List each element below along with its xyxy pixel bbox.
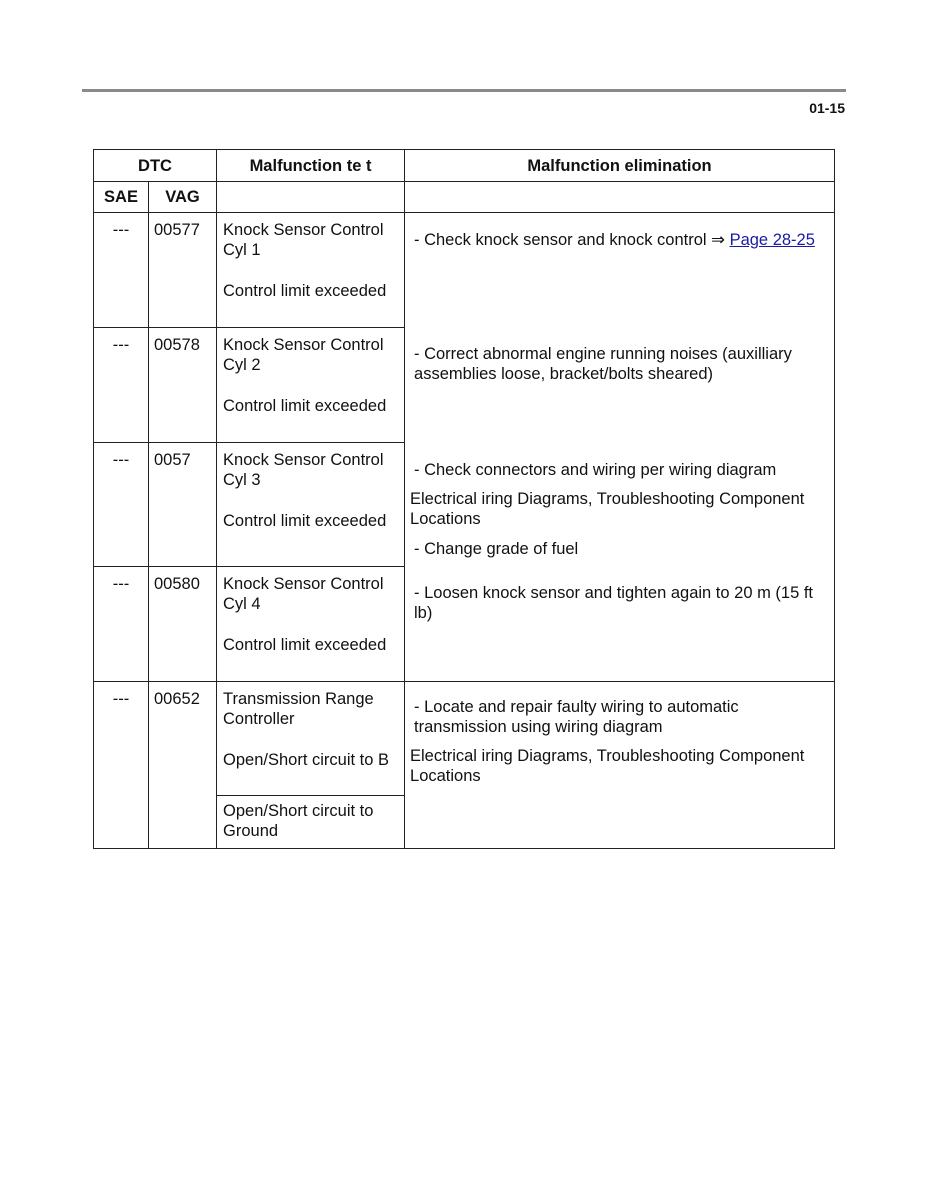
elimination-item: - Check connectors and wiring per wiring diagram xyxy=(414,461,777,479)
vag-code: 00652 xyxy=(149,682,217,849)
malfunction-line: Transmission Range Controller xyxy=(223,690,374,728)
vag-code: 00580 xyxy=(149,566,217,681)
elimination-item: - Locate and repair faulty wiring to automatic transmission using wiring diagram xyxy=(414,698,739,736)
header-malfunction-elimination: Malfunction elimination xyxy=(405,150,835,182)
elimination-item: - Loosen knock sensor and tighten again to 20 m (15 ft lb) xyxy=(414,584,814,622)
header-empty xyxy=(405,182,835,213)
table-row xyxy=(94,682,835,796)
table-row xyxy=(94,213,835,328)
elimination-reference: Electrical iring Diagrams, Troubleshooting Component Locations xyxy=(410,747,805,785)
malfunction-line: Control limit exceeded xyxy=(223,635,387,654)
malfunction-text xyxy=(217,566,405,681)
elimination-knock xyxy=(405,213,835,682)
vag-code: 00578 xyxy=(149,328,217,443)
malfunction-line: Control limit exceeded xyxy=(223,282,387,300)
sae-code: --- xyxy=(94,213,149,328)
malfunction-text: Open/Short circuit to Ground xyxy=(217,795,405,848)
sae-code: --- xyxy=(94,443,149,566)
page-number: 01-15 xyxy=(809,100,845,116)
malfunction-text xyxy=(217,213,405,328)
malfunction-line: Knock Sensor Control Cyl 3 xyxy=(223,451,384,490)
malfunction-line: Knock Sensor Control Cyl 1 xyxy=(223,221,384,259)
elimination-reference: Electrical iring Diagrams, Troubleshooting Component Locations xyxy=(410,490,805,528)
malfunction-text xyxy=(217,682,405,796)
arrow-icon: ⇒ xyxy=(711,231,730,249)
malfunction-line: Open/Short circuit to B xyxy=(223,751,390,769)
elimination-transmission xyxy=(405,682,835,849)
elimination-item: - Change grade of fuel xyxy=(414,540,579,558)
malfunction-line: Control limit exceeded xyxy=(223,512,387,531)
page-link[interactable]: Page 28-25 xyxy=(729,231,815,249)
header-dtc: DTC xyxy=(94,150,217,182)
malfunction-line: Knock Sensor Control Cyl 2 xyxy=(223,336,384,375)
malfunction-text xyxy=(217,328,405,443)
malfunction-text xyxy=(217,443,405,566)
elimination-item: - Check knock sensor and knock control ⇒ Page 28-25 xyxy=(414,231,815,249)
vag-code: 00577 xyxy=(149,213,217,328)
malfunction-line: Knock Sensor Control Cyl 4 xyxy=(223,574,384,613)
header-sae: SAE xyxy=(94,182,149,213)
header-vag: VAG xyxy=(149,182,217,213)
sae-code: --- xyxy=(94,682,149,849)
header-rule xyxy=(82,89,846,92)
vag-code: 0057 xyxy=(149,443,217,566)
elimination-item: - Correct abnormal engine running noises (auxilliary assemblies loose, bracket/bolts sheared) xyxy=(414,345,792,383)
malfunction-line: Control limit exceeded xyxy=(223,397,387,416)
sae-code: --- xyxy=(94,328,149,443)
header-malfunction-text: Malfunction te t xyxy=(217,150,405,182)
sae-code: --- xyxy=(94,566,149,681)
header-empty xyxy=(217,182,405,213)
dtc-table xyxy=(93,149,835,849)
